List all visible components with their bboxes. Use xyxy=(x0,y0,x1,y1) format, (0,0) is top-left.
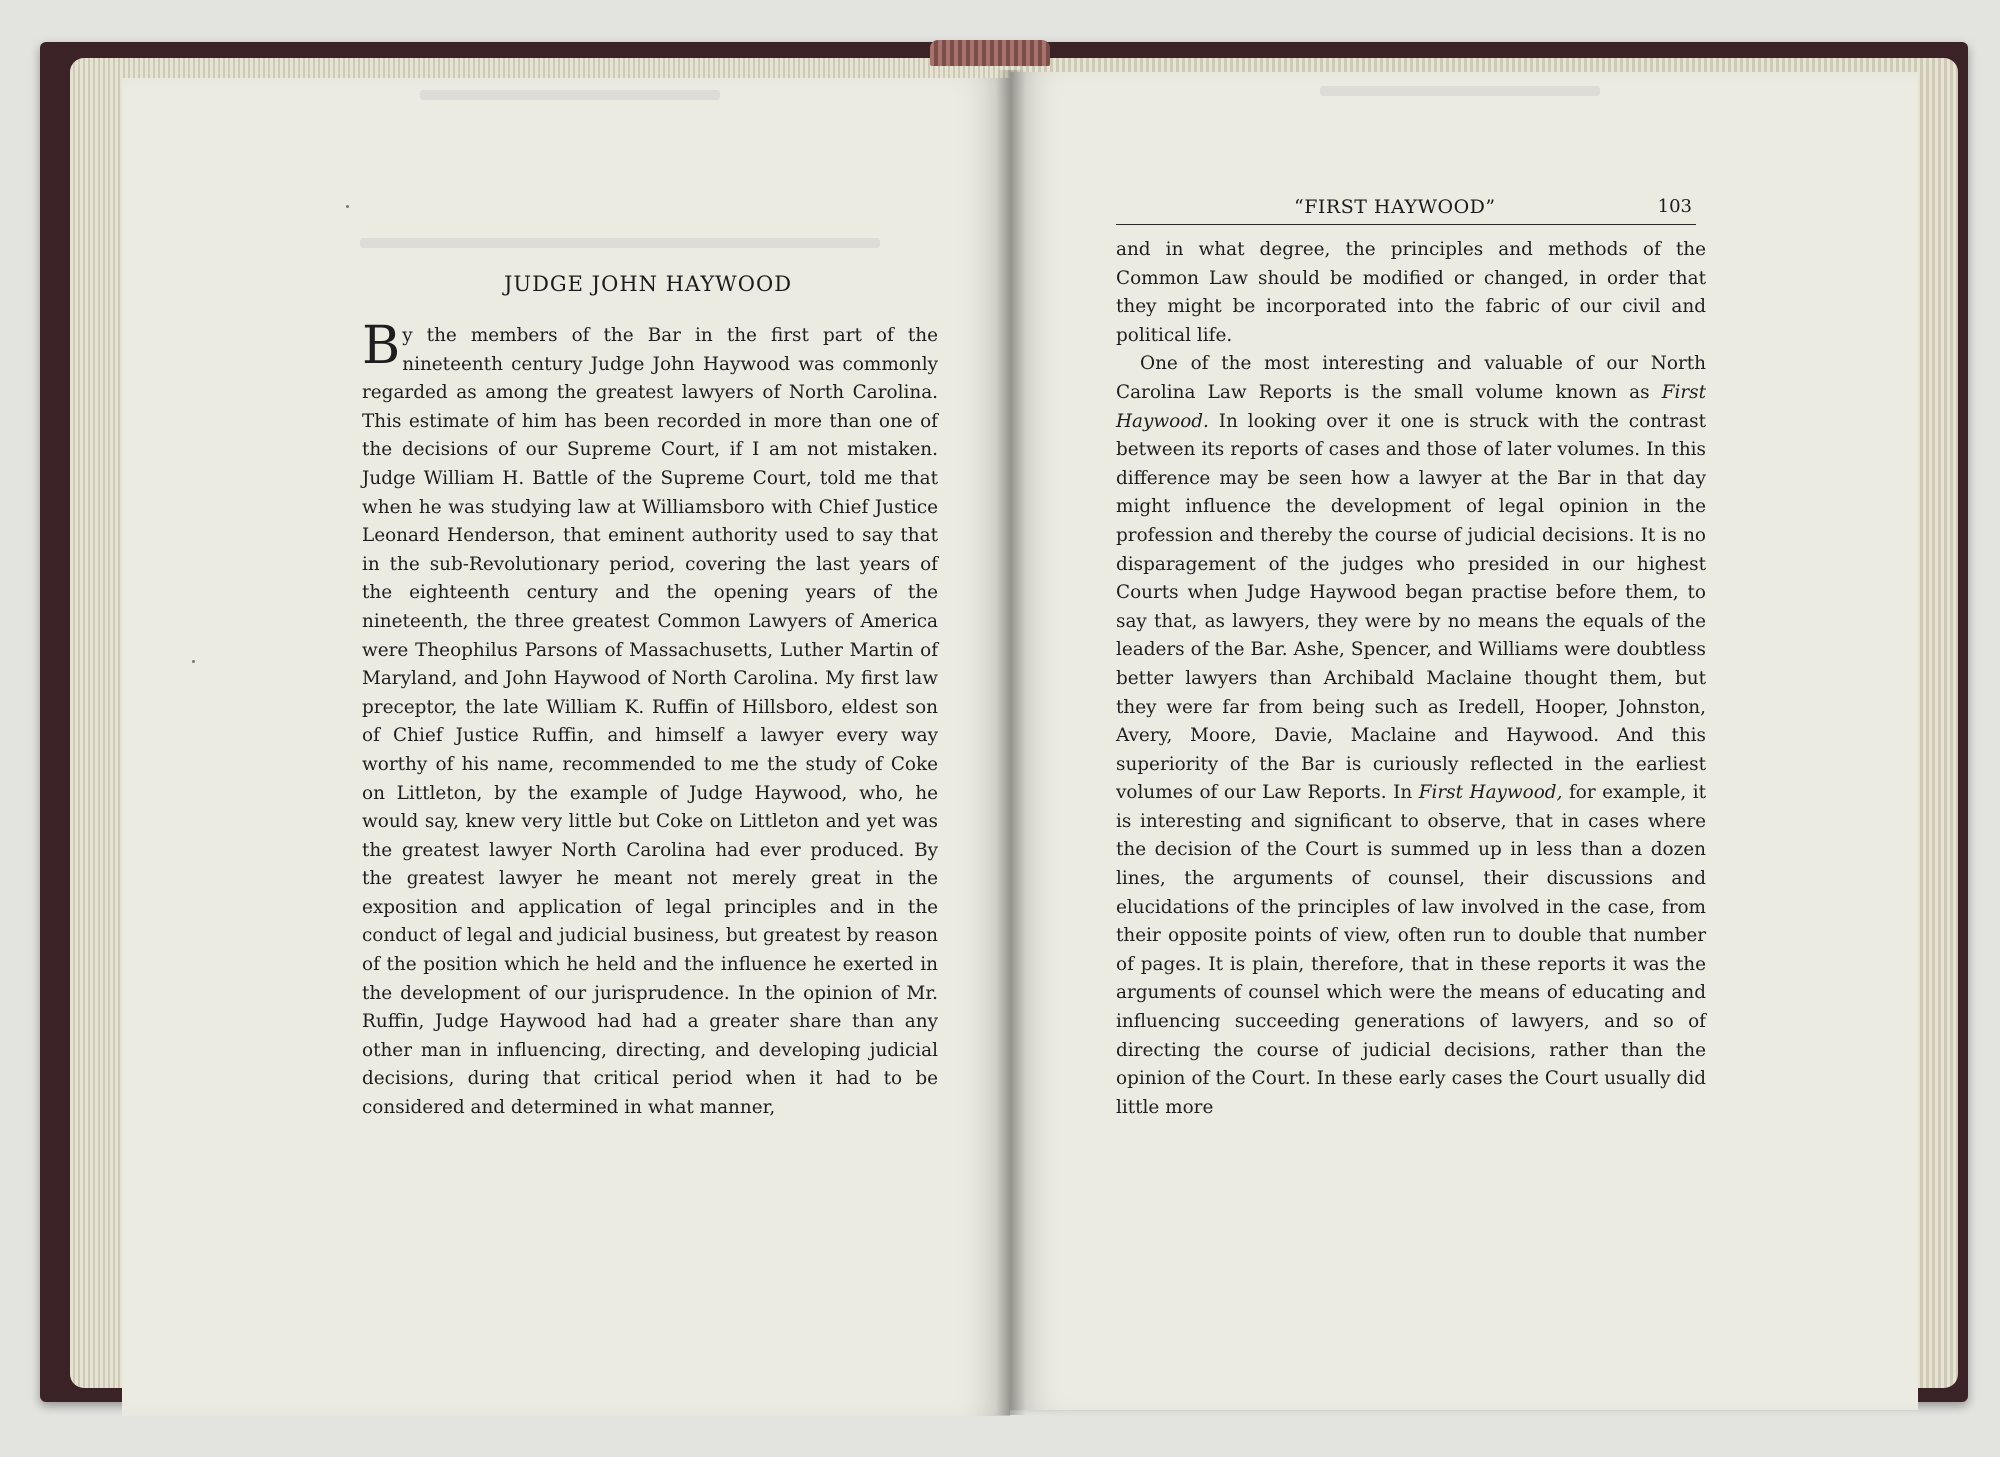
gutter-shadow xyxy=(996,70,1026,1415)
left-paragraph: By the members of the Bar in the first part of the nineteenth century Judge John Haywood was commonly regarded as among the greatest lawyers of North Carolina. This estimate of him has been recorded in more than one of the decisions of our Supreme Court, if I am not mistaken. Judge William H. Battle of the Supreme Court, told me that when he was studying law at Williamsboro with Chief Justice Leonard Henderson, that eminent authority used to say that in the sub-Revolutionary period, covering the last years of the eighteenth century and the opening years of the nineteenth, the three greatest Common Lawyers of America were Theophilus Parsons of Massachusetts, Luther Martin of Maryland, and John Haywood of North Carolina. My first law preceptor, the late William K. Ruffin of Hillsboro, eldest son of Chief Justice Ruffin, and himself a lawyer every way worthy of his name, recommended to me the study of Coke on Littleton, by the example of Judge Haywood, who, he would say, knew very little but Coke on Littleton and yet was the greatest lawyer North Carolina had ever produced. By the greatest lawyer he meant not merely great in the exposition and application of legal principles and in the conduct of legal and judicial business, but greatest by reason of the position which he held and the influence he exerted in the development of our jurisprudence. In the opinion of Mr. Ruffin, Judge Haywood had had a greater share than any other man in influencing, directing, and developing judicial decisions, during that critical period when it had to be considered and determined in what manner, xyxy=(362,316,938,1119)
right-paragraph-1: and in what degree, the principles and methods of the Common Law should be modified or changed, in order that they might be incorporated into the fabric of our civil and political life. xyxy=(1116,239,1706,346)
right-page-text xyxy=(1116,236,1706,1122)
bleed-through xyxy=(360,238,880,248)
italic-title: First Haywood. xyxy=(1116,381,1706,432)
italic-title: First Haywood, xyxy=(1418,782,1563,804)
page-speck xyxy=(192,660,195,663)
paragraph-text: One of the most interesting and valuable of our North Carolina Law Reports is the small volume known as xyxy=(1116,353,1706,403)
running-head xyxy=(1116,194,1696,225)
right-paragraph-2 xyxy=(1116,350,1706,1122)
bleed-through xyxy=(420,90,720,100)
bleed-through xyxy=(1320,86,1600,96)
running-head-title: “FIRST HAYWOOD” xyxy=(1294,196,1496,218)
page-speck xyxy=(346,205,349,208)
headband xyxy=(930,40,1050,66)
chapter-title: JUDGE JOHN HAYWOOD xyxy=(503,272,793,296)
paragraph-text: In looking over it one is struck with the contrast between its reports of cases and those of later volumes. In this difference may be seen how a lawyer at the Bar in that day might influence the development of legal opinion in the profession and thereby the course of judicial decisions. It is no disparagement of the judges who presided in our highest Courts when Judge Haywood began practise before them, to say that, as lawyers, they were by no means the equals of the leaders of the Bar. Ashe, Spencer, and Williams were doubtless better lawyers than Archibald Maclaine thought them, but they were far from being such as Iredell, Hooper, Johnston, Avery, Moore, Davie, Maclaine and Haywood. And this superiority of the Bar is curiously reflected in the earliest volumes of our Law Reports. In xyxy=(1116,410,1706,804)
page-number: 103 xyxy=(1657,196,1692,217)
paragraph-text: for example, it is interesting and significant to observe, that in cases where the decision of the Court is summed up in less than a dozen lines, the arguments of counsel, their discussions and elucidations of the principles of law involved in the case, from their opposite points of view, often run to double that number of pages. It is plain, therefore, that in these reports it was the arguments of counsel which were the means of educating and influencing succeeding generations of lawyers, and so of directing the course of judicial decisions, rather than the opinion of the Court. In these early cases the Court usually did little more xyxy=(1116,782,1706,1118)
left-page-text xyxy=(362,316,938,1123)
